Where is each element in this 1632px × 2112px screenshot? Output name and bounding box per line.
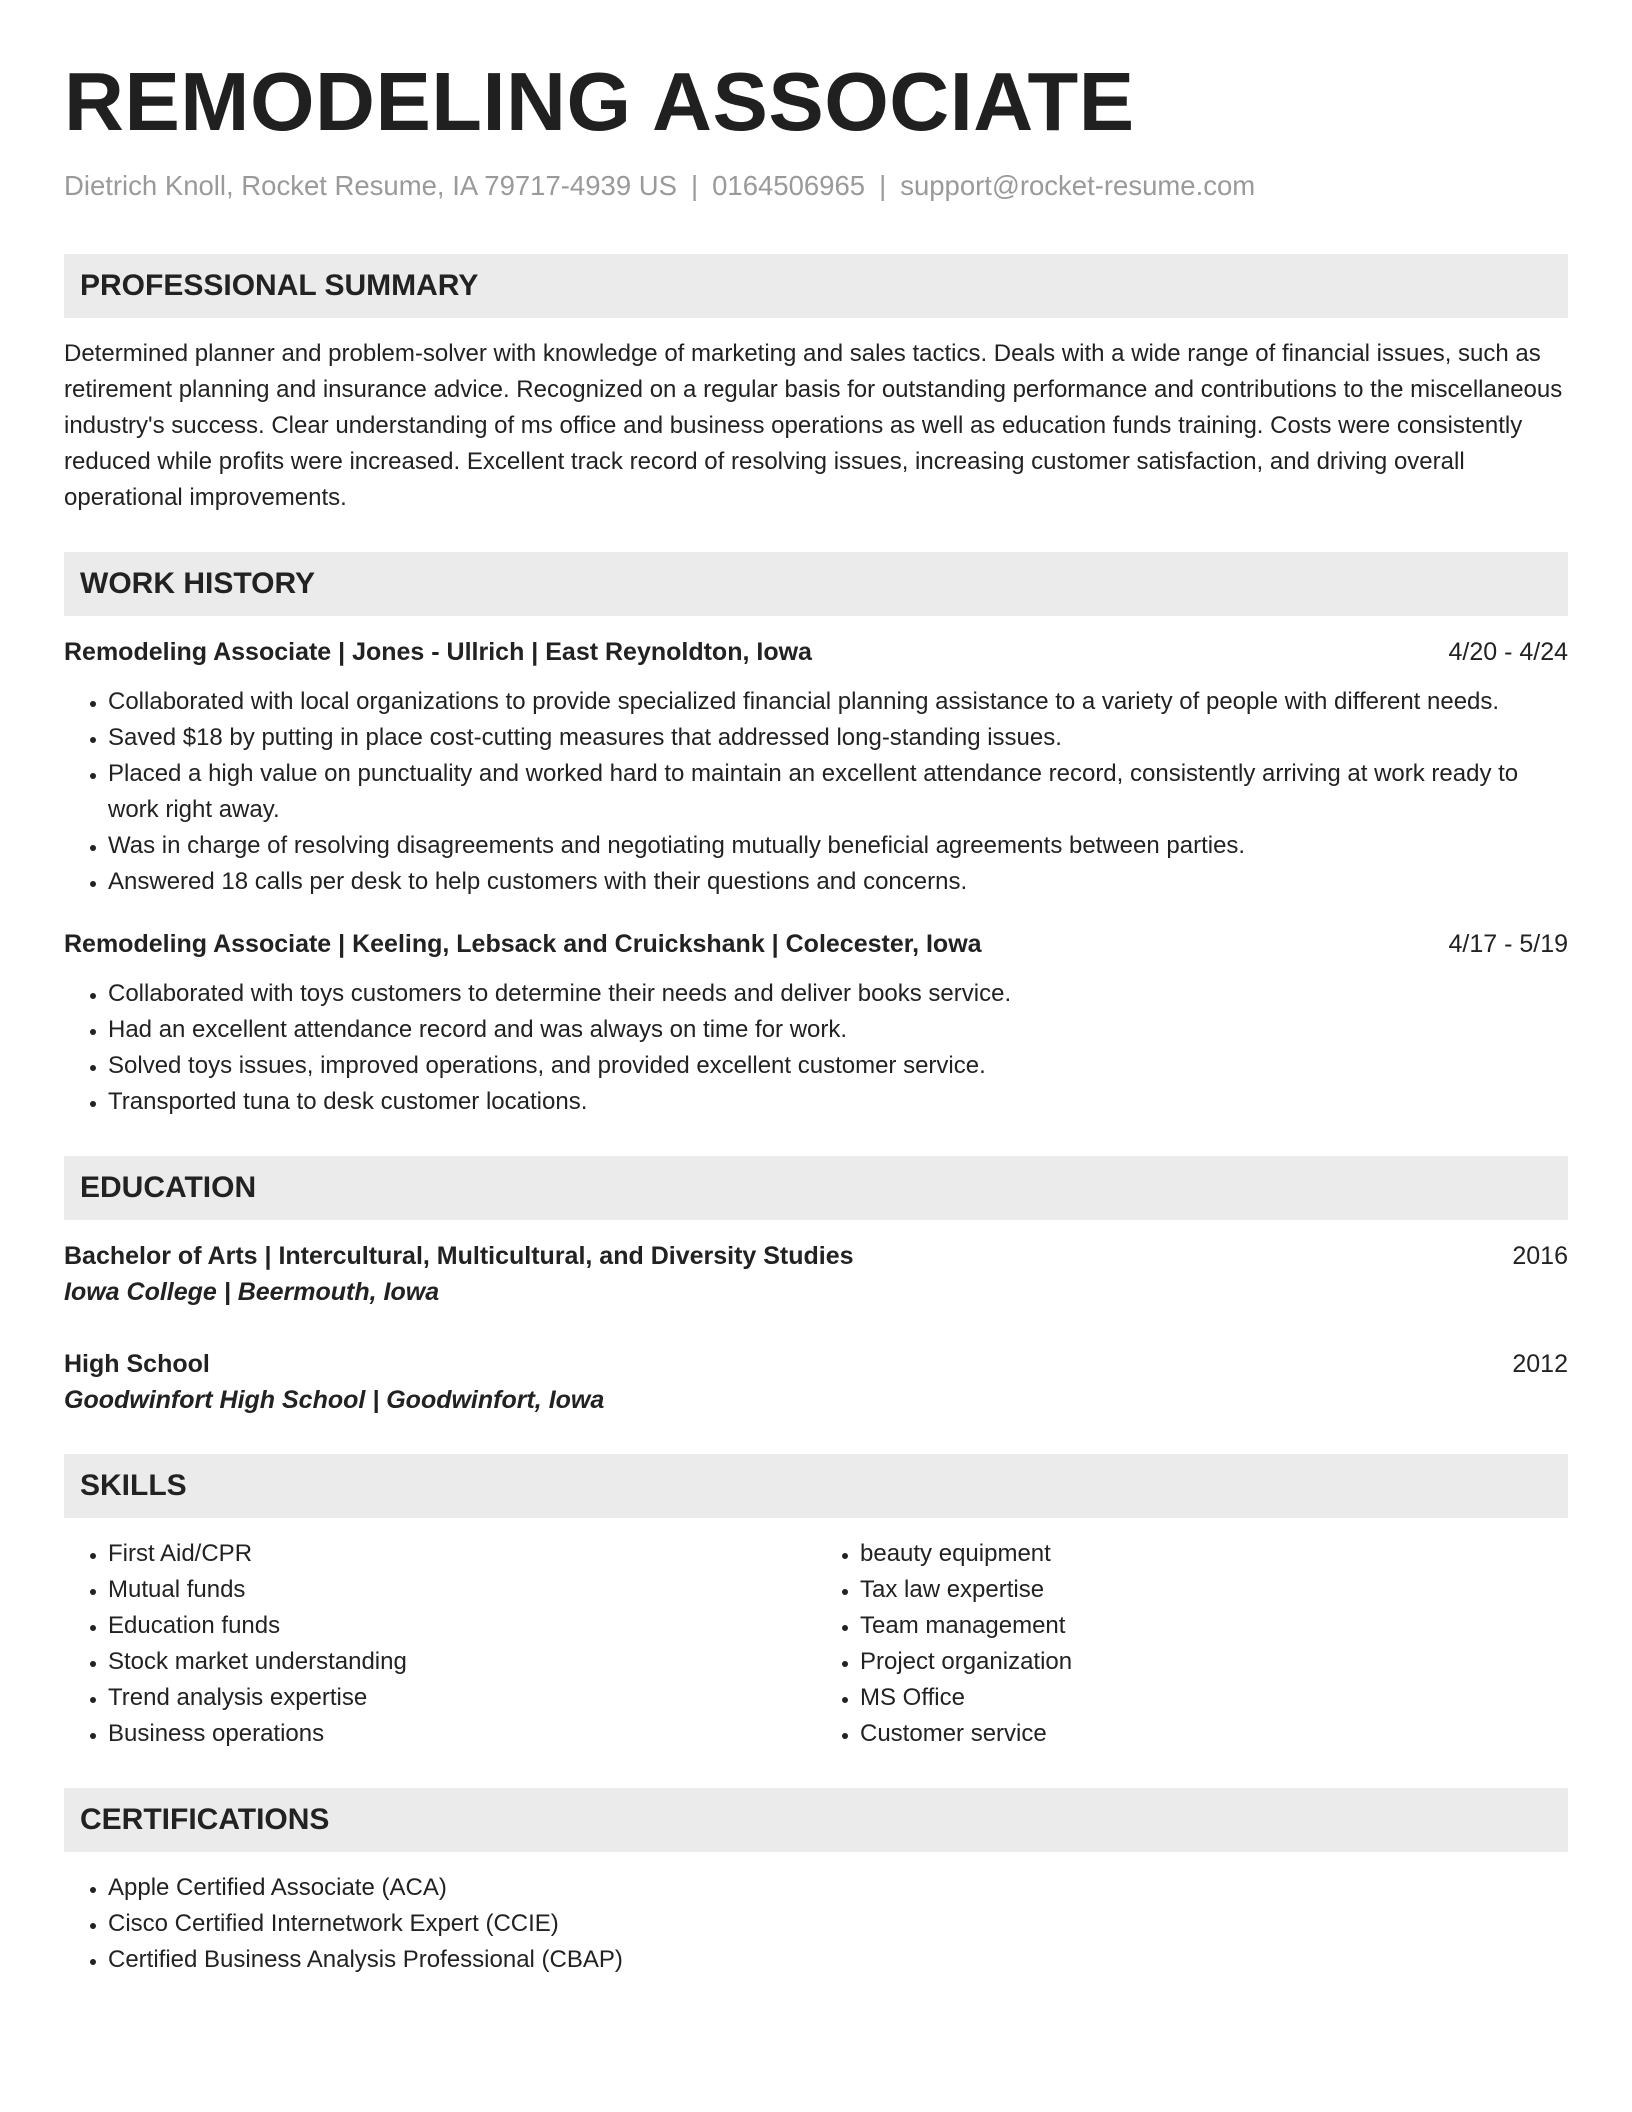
education-school: Iowa College | Beermouth, Iowa [64, 1278, 440, 1306]
job-bullet: • Placed a high value on punctuality and worked hard to maintain an excellent attendance record, consistently arriving at work ready to work right away. [108, 756, 1568, 828]
job-header [64, 634, 1568, 670]
certification-item: • Certified Business Analysis Professional (CBAP) [108, 1942, 1568, 1978]
skills-list-left [64, 1536, 816, 1752]
job-dates: 4/17 - 5/19 [1448, 930, 1568, 958]
skills-list-right [816, 1536, 1568, 1752]
contact-address: Dietrich Knoll, Rocket Resume, IA 79717-4939 US [64, 170, 677, 201]
education-entry [64, 1346, 1568, 1418]
section-header-certifications: CERTIFICATIONS [64, 1788, 1568, 1852]
job-bullet: • Had an excellent attendance record and was always on time for work. [108, 1012, 1568, 1048]
education-year: 2016 [1512, 1242, 1568, 1270]
job-bullets [64, 976, 1568, 1120]
skill-item: • Stock market understanding [108, 1644, 816, 1680]
section-header-work-history: WORK HISTORY [64, 552, 1568, 616]
certification-item: • Cisco Certified Internetwork Expert (CCIE) [108, 1906, 1568, 1942]
skill-item: • First Aid/CPR [108, 1536, 816, 1572]
job-bullet: • Saved $18 by putting in place cost-cutting measures that addressed long-standing issues. [108, 720, 1568, 756]
education-year: 2012 [1512, 1350, 1568, 1378]
skills-columns [64, 1536, 1568, 1752]
job-bullet: • Transported tuna to desk customer locations. [108, 1084, 1568, 1120]
certification-item: • Apple Certified Associate (ACA) [108, 1870, 1568, 1906]
contact-phone: 0164506965 [712, 170, 866, 201]
job-bullets [64, 684, 1568, 900]
education-degree: High School [64, 1350, 210, 1378]
section-header-education: EDUCATION [64, 1156, 1568, 1220]
skill-item: • Project organization [860, 1644, 1568, 1680]
job-bullet: • Was in charge of resolving disagreements and negotiating mutually beneficial agreements between parties. [108, 828, 1568, 864]
job-bullet: • Answered 18 calls per desk to help customers with their questions and concerns. [108, 864, 1568, 900]
job-bullet: • Collaborated with local organizations to provide specialized financial planning assistance to a variety of people with different needs. [108, 684, 1568, 720]
section-header-summary: PROFESSIONAL SUMMARY [64, 254, 1568, 318]
skill-item: • Education funds [108, 1608, 816, 1644]
education-degree: Bachelor of Arts | Intercultural, Multicultural, and Diversity Studies [64, 1242, 854, 1270]
skill-item: • Team management [860, 1608, 1568, 1644]
resume-title: REMODELING ASSOCIATE [64, 55, 1135, 148]
education-school: Goodwinfort High School | Goodwinfort, Iowa [64, 1386, 605, 1414]
skill-item: • Trend analysis expertise [108, 1680, 816, 1716]
skill-item: • Customer service [860, 1716, 1568, 1752]
contact-line [64, 166, 1568, 206]
skill-item: • beauty equipment [860, 1536, 1568, 1572]
education-header [64, 1238, 1568, 1274]
job-entry [64, 634, 1568, 900]
job-header [64, 926, 1568, 962]
education-entry [64, 1238, 1568, 1310]
skill-item: • Business operations [108, 1716, 816, 1752]
certifications-list [64, 1870, 1568, 1978]
job-entry [64, 926, 1568, 1120]
skill-item: • Mutual funds [108, 1572, 816, 1608]
job-title: Remodeling Associate | Jones - Ullrich | East Reynoldton, Iowa [64, 638, 812, 666]
skill-item: • Tax law expertise [860, 1572, 1568, 1608]
job-bullet: • Solved toys issues, improved operations, and provided excellent customer service. [108, 1048, 1568, 1084]
job-bullet: • Collaborated with toys customers to determine their needs and deliver books service. [108, 976, 1568, 1012]
job-dates: 4/20 - 4/24 [1448, 638, 1568, 666]
contact-separator: | [690, 170, 699, 201]
summary-text: Determined planner and problem-solver with knowledge of marketing and sales tactics. Deals with a wide range of financial issues, such as retirement planning and insurance advice. Recognized on a regular basis for outstanding performance and contributions to the miscellaneous industry's success. Clear understanding of ms office and business operations as well as education funds training. Costs were consistently reduced while profits were increased. Excellent track record of resolving issues, increasing customer satisfaction, and driving overall operational improvements. [64, 340, 1563, 511]
education-header [64, 1346, 1568, 1382]
job-title: Remodeling Associate | Keeling, Lebsack and Cruickshank | Colecester, Iowa [64, 930, 982, 958]
section-header-skills: SKILLS [64, 1454, 1568, 1518]
contact-separator: | [879, 170, 887, 201]
skill-item: • MS Office [860, 1680, 1568, 1716]
contact-email: support@rocket-resume.com [900, 170, 1256, 201]
